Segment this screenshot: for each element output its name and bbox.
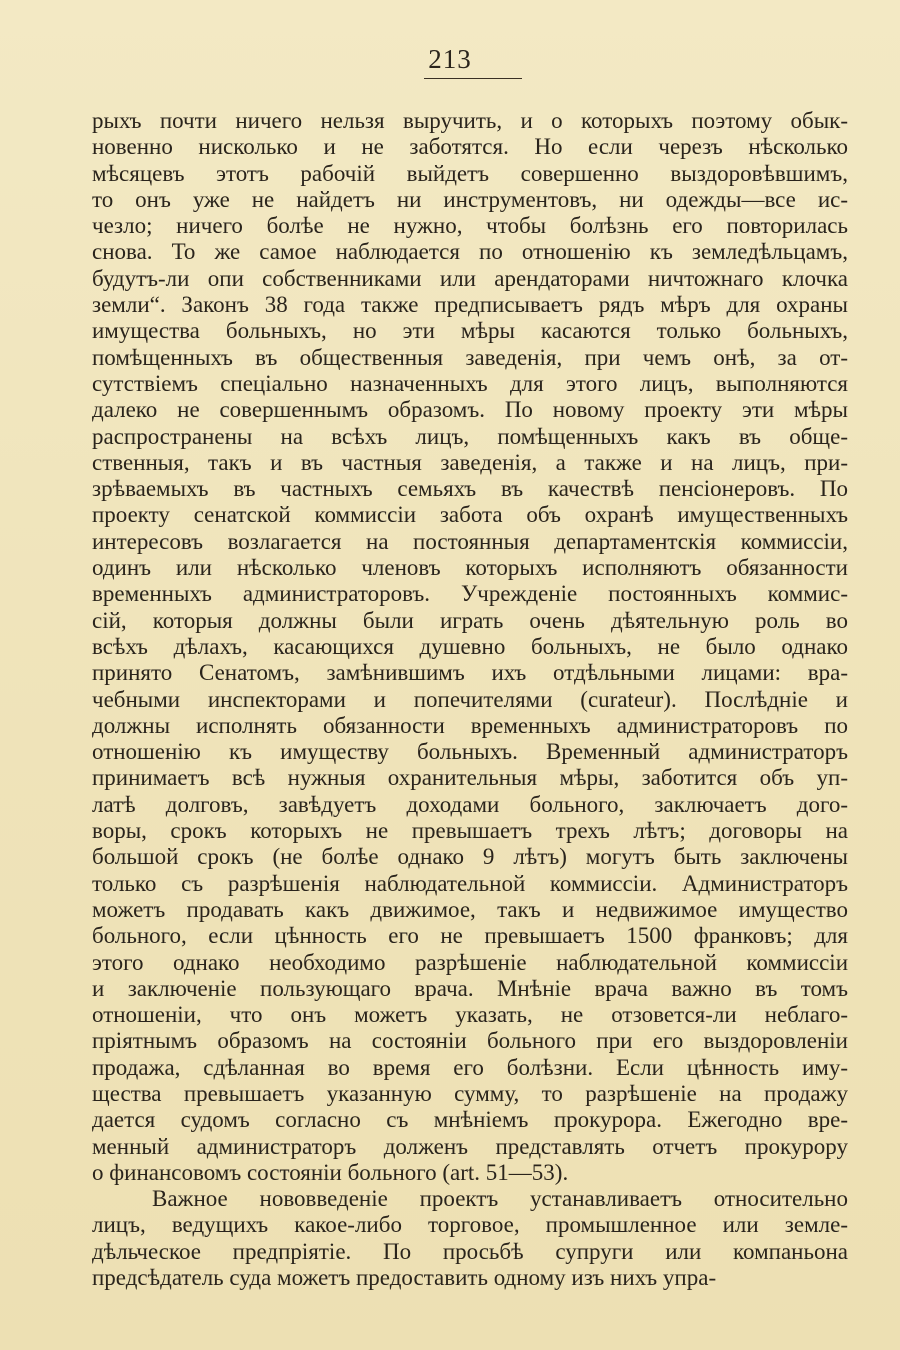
text-line: мѣсяцевъ этотъ рабочій выйдетъ совершенно выздоровѣвшимъ, xyxy=(92,160,848,186)
text-line: продажа, сдѣланная во время его болѣзни. Если цѣнность иму- xyxy=(92,1054,848,1080)
text-line: зрѣваемыхъ въ частныхъ семьяхъ въ качествѣ пенсіонеровъ. По xyxy=(92,476,848,502)
text-line: должны исполнять обязанности временныхъ администраторовъ по xyxy=(92,712,848,738)
text-line: этого однако необходимо разрѣшеніе наблюдательной коммиссіи xyxy=(92,949,848,975)
text-line: только съ разрѣшенія наблюдательной коммиссіи. Администраторъ xyxy=(92,870,848,896)
text-line: принято Сенатомъ, замѣнившимъ ихъ отдѣльными лицами: вра- xyxy=(92,660,848,686)
text-line: сій, которыя должны были играть очень дѣятельную роль во xyxy=(92,607,848,633)
text-line: распространены на всѣхъ лицъ, помѣщенныхъ какъ въ обще- xyxy=(92,423,848,449)
text-line: рыхъ почти ничего нельзя выручить, и о которыхъ поэтому обык- xyxy=(92,108,848,133)
text-line: сутствіемъ спеціально назначенныхъ для этого лицъ, выполняются xyxy=(92,370,848,396)
text-line: воры, срокъ которыхъ не превышаетъ трехъ лѣтъ; договоры на xyxy=(92,818,848,844)
text-line: отношенію къ имуществу больныхъ. Временный администраторъ xyxy=(92,739,848,765)
text-line: всѣхъ дѣлахъ, касающихся душевно больныхъ, не было однако xyxy=(92,633,848,659)
text-line: и заключеніе пользующаго врача. Мнѣніе врача важно въ томъ xyxy=(92,975,848,1001)
text-line: интересовъ возлагается на постоянныя департаментскія коммиссіи, xyxy=(92,528,848,554)
text-line: далеко не совершеннымъ образомъ. По новому проекту эти мѣры xyxy=(92,397,848,423)
text-line: то онъ уже не найдетъ ни инструментовъ, ни одежды—все ис- xyxy=(92,186,848,212)
text-line: менный администраторъ долженъ представлять отчетъ прокурору xyxy=(92,1133,848,1159)
text-line: принимаетъ всѣ нужныя охранительныя мѣры, заботится объ уп- xyxy=(92,765,848,791)
text-line: снова. То же самое наблюдается по отношенію къ земледѣльцамъ, xyxy=(92,239,848,265)
text-line: имущества больныхъ, но эти мѣры касаются только больныхъ, xyxy=(92,318,848,344)
text-line: проекту сенатской коммиссіи забота объ охранѣ имущественныхъ xyxy=(92,502,848,528)
text-line: одинъ или нѣсколько членовъ которыхъ исполняютъ обязанности xyxy=(92,555,848,581)
text-line: земли“. Законъ 38 года также предписываетъ рядъ мѣръ для охраны xyxy=(92,292,848,318)
text-line: помѣщенныхъ въ общественныя заведенія, при чемъ онѣ, за от- xyxy=(92,344,848,370)
text-line: отношеніи, что онъ можетъ указать, не отзовется-ли неблаго- xyxy=(92,1002,848,1028)
text-line: чезло; ничего болѣе не нужно, чтобы болѣзнь его повторилась xyxy=(92,213,848,239)
text-line: ственныя, такъ и въ частныя заведенія, а также и на лицъ, при- xyxy=(92,449,848,475)
page-number-rule xyxy=(424,78,522,79)
paragraph xyxy=(92,108,848,1186)
text-line: латѣ долговъ, завѣдуетъ доходами больного, заключаетъ дого- xyxy=(92,791,848,817)
text-line: чебными инспекторами и попечителями (curateur). Послѣдніе и xyxy=(92,686,848,712)
paragraph xyxy=(92,1186,848,1291)
text-line: больного, если цѣнность его не превышаетъ 1500 франковъ; для xyxy=(92,923,848,949)
text-line: предсѣдатель суда можетъ предоставить одному изъ нихъ упра- xyxy=(92,1265,717,1291)
text-line: можетъ продавать какъ движимое, такъ и недвижимое имущество xyxy=(92,896,848,922)
text-line: лицъ, ведущихъ какое-либо торговое, промышленное или земле- xyxy=(92,1212,848,1238)
text-line: щества превышаетъ указанную сумму, то разрѣшеніе на продажу xyxy=(92,1080,848,1106)
text-line: пріятнымъ образомъ на состояніи больного при его выздоровленіи xyxy=(92,1028,848,1054)
text-line: большой срокъ (не болѣе однако 9 лѣтъ) могутъ быть заключены xyxy=(92,844,848,870)
body-text xyxy=(92,108,848,1291)
text-line: дѣльческое предпріятіе. По просьбѣ супруги или компаньона xyxy=(92,1238,848,1264)
text-line: временныхъ администраторовъ. Учрежденіе постоянныхъ коммис- xyxy=(92,581,848,607)
text-line: о финансовомъ состояніи больного (art. 51—53). xyxy=(92,1159,569,1185)
text-line: дается судомъ согласно съ мнѣніемъ прокурора. Ежегодно вре- xyxy=(92,1107,848,1133)
text-line: будутъ-ли опи собственниками или арендаторами ничтожнаго клочка xyxy=(92,265,848,291)
page-number: 213 xyxy=(428,44,472,74)
text-line: новенно нисколько и не заботятся. Но если черезъ нѣсколько xyxy=(92,134,848,160)
text-line: Важное нововведеніе проектъ устанавливаетъ относительно xyxy=(152,1186,848,1212)
